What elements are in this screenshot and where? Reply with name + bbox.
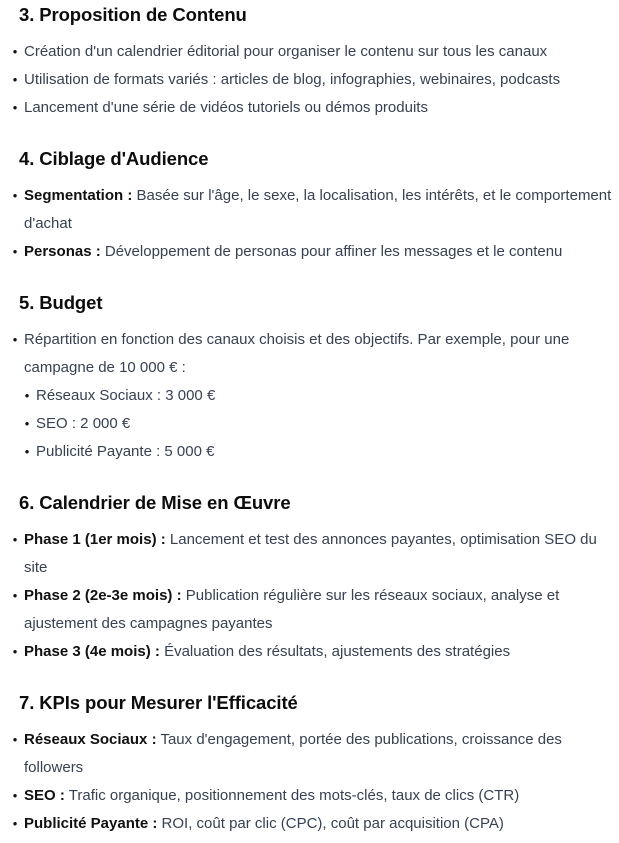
bullet-icon: • — [12, 188, 18, 203]
bullet-icon: • — [12, 644, 18, 659]
item-label: Personas : — [24, 243, 101, 260]
list-item: • Lancement d'une série de vidéos tutoriels ou démos produits — [0, 94, 619, 122]
bullet-icon: • — [12, 44, 18, 59]
bullet-icon: • — [12, 732, 18, 747]
list-item: • Utilisation de formats variés : articles de blog, infographies, webinaires, podcasts — [0, 66, 619, 94]
bullet-icon: • — [12, 588, 18, 603]
sub-list — [24, 382, 619, 466]
list-item: • Phase 3 (4e mois) : Évaluation des résultats, ajustements des stratégies — [0, 638, 619, 666]
bullet-icon: • — [12, 100, 18, 115]
sub-list-item: • SEO : 2 000 € — [0, 410, 619, 438]
list-item: • Réseaux Sociaux : Taux d'engagement, portée des publications, croissance des followers — [0, 726, 619, 782]
item-label: Phase 1 (1er mois) : — [24, 531, 166, 548]
list-item: • SEO : Trafic organique, positionnement des mots-clés, taux de clics (CTR) — [0, 782, 619, 810]
bullet-icon: • — [12, 244, 18, 259]
section-heading: 3. Proposition de Contenu — [19, 4, 247, 25]
sub-list-item: • Réseaux Sociaux : 3 000 € — [0, 382, 619, 410]
bullet-icon: • — [12, 788, 18, 803]
sub-list-item: • Publicité Payante : 5 000 € — [0, 438, 619, 466]
section-list — [0, 526, 619, 666]
list-item: • Répartition en fonction des canaux choisis et des objectifs. Par exemple, pour une campagne de 10 000 € : • Réseaux Sociaux : 3 000 € • SEO : 2 000 € • Publicité Payante : 5 000 € — [0, 326, 619, 466]
section-list — [0, 182, 619, 266]
list-item: • Création d'un calendrier éditorial pour organiser le contenu sur tous les canaux — [0, 38, 619, 66]
item-label: Publicité Payante : — [24, 815, 158, 832]
bullet-icon: • — [12, 816, 18, 831]
section-heading: 4. Ciblage d'Audience — [19, 148, 209, 169]
item-label: Phase 2 (2e-3e mois) : — [24, 587, 182, 604]
section-list — [0, 326, 619, 466]
list-item: • Phase 1 (1er mois) : Lancement et test des annonces payantes, optimisation SEO du site — [0, 526, 619, 582]
bullet-icon: • — [12, 332, 18, 347]
list-item: • Segmentation : Basée sur l'âge, le sexe, la localisation, les intérêts, et le comportement d'achat — [0, 182, 619, 238]
item-label: Réseaux Sociaux : — [24, 731, 157, 748]
bullet-icon: • — [24, 416, 30, 431]
item-label: Segmentation : — [24, 187, 133, 204]
item-label: SEO : — [24, 787, 65, 804]
list-item: • Phase 2 (2e-3e mois) : Publication régulière sur les réseaux sociaux, analyse et ajustement des campagnes payantes — [0, 582, 619, 638]
section-heading: 7. KPIs pour Mesurer l'Efficacité — [19, 692, 298, 713]
bullet-icon: • — [12, 532, 18, 547]
section-heading: 5. Budget — [19, 292, 103, 313]
list-item: • Personas : Développement de personas pour affiner les messages et le contenu — [0, 238, 619, 266]
bullet-icon: • — [12, 72, 18, 87]
item-label: Phase 3 (4e mois) : — [24, 643, 160, 660]
list-item: • Publicité Payante : ROI, coût par clic (CPC), coût par acquisition (CPA) — [0, 810, 619, 838]
bullet-icon: • — [24, 444, 30, 459]
section-list — [0, 38, 619, 122]
section-heading: 6. Calendrier de Mise en Œuvre — [19, 492, 291, 513]
bullet-icon: • — [24, 388, 30, 403]
section-list — [0, 726, 619, 838]
